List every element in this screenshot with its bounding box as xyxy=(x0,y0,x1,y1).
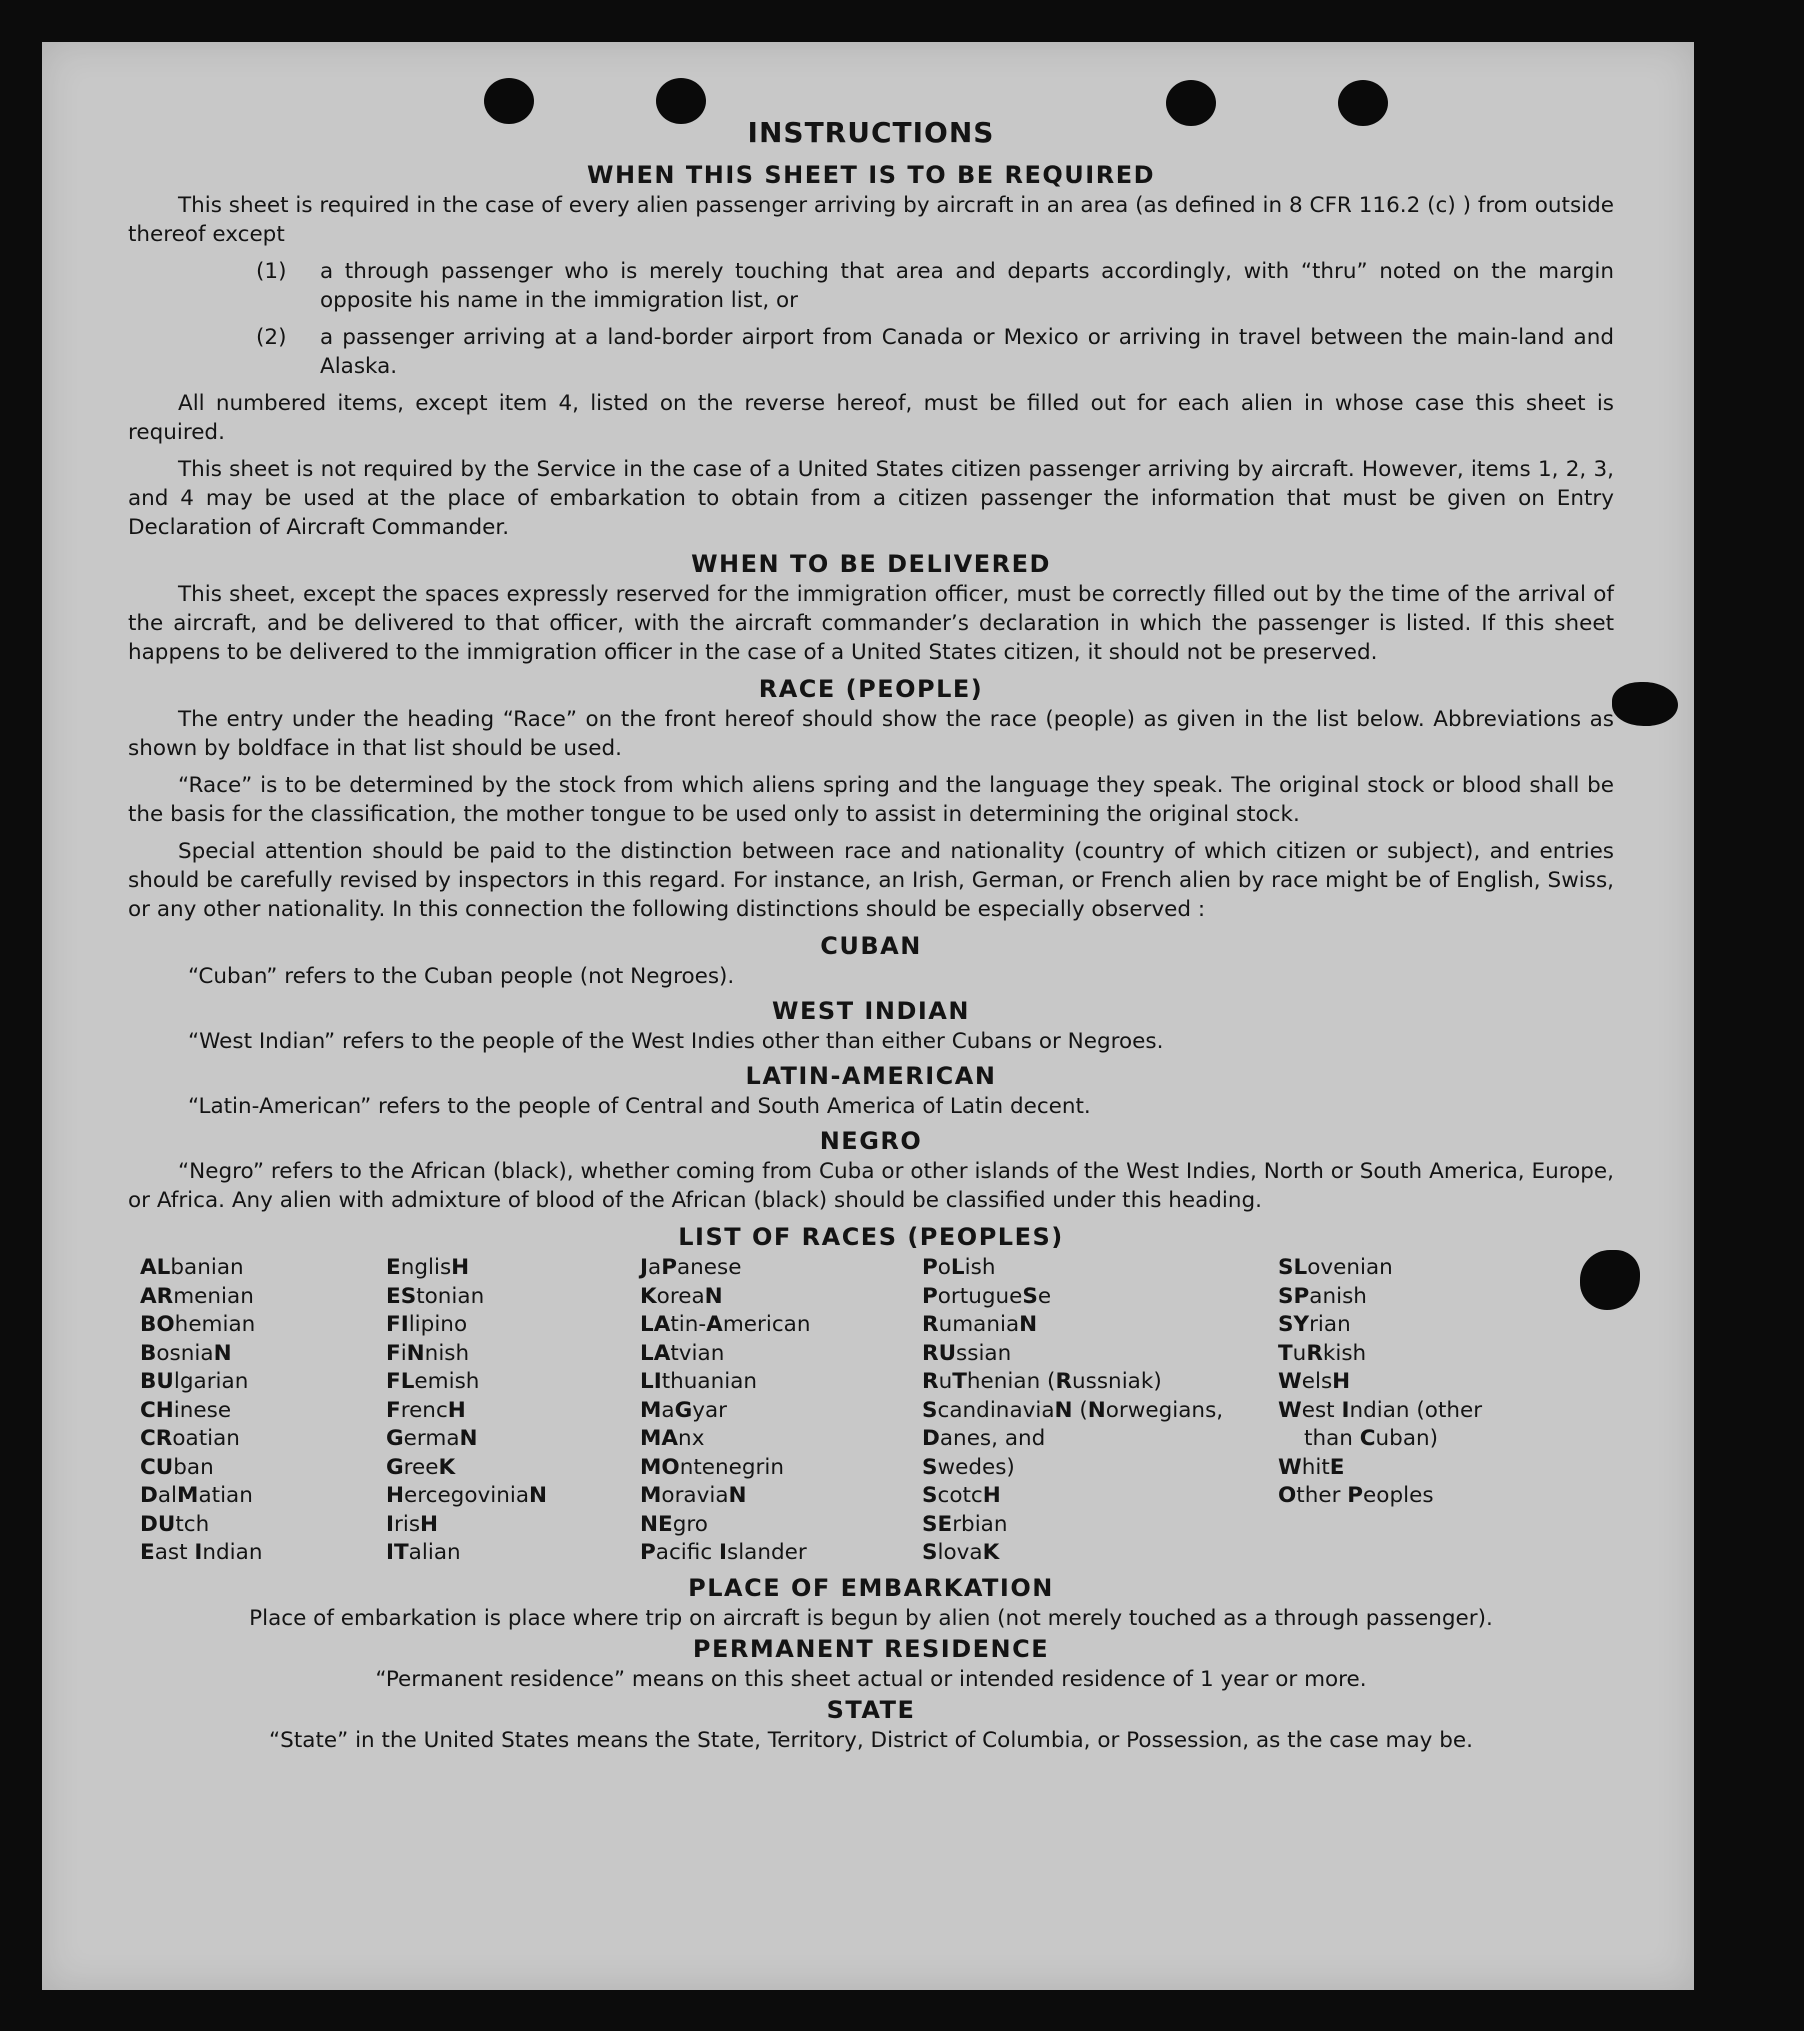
races-column xyxy=(1278,1254,1578,1568)
paragraph: The entry under the heading “Race” on the front hereof should show the race (people) as given in the list below. Abbreviations as shown by boldface in that list should be used. xyxy=(128,707,1614,761)
section-heading: RACE (PEOPLE) xyxy=(758,675,984,703)
race-entry: KoreaN xyxy=(640,1283,723,1309)
race-entry: Pacifc Islander xyxy=(640,1540,807,1565)
definition: “Latin-American” refers to the people of Central and South America of Latin decent. xyxy=(188,1094,1091,1119)
item-number: (2) xyxy=(256,325,287,350)
race-entry: than Cuban) xyxy=(1304,1426,1439,1451)
race-entry: CRoatian xyxy=(140,1426,240,1451)
race-entry: LAtin-American xyxy=(640,1312,811,1337)
race-entry: LIthuanian xyxy=(640,1369,758,1394)
race-entry: DUtch xyxy=(140,1511,210,1537)
paragraph: “Negro” refers to the African (black), whether coming from Cuba or other islands of the West Indies, North or South America, Europe, or Africa. Any alien with admixture of blood of the African (black) should be classified under this heading. xyxy=(128,1159,1614,1213)
exception-item xyxy=(256,257,1614,315)
races-column xyxy=(922,1254,1278,1568)
section-heading: WEST INDIAN xyxy=(772,997,970,1025)
race-entry: BUlgarian xyxy=(140,1369,249,1394)
section-heading: PLACE OF EMBARKATION xyxy=(688,1573,1054,1602)
paragraph: Special attention should be paid to the distinction between race and nationality (country of which citizen or subject), and entries should be carefully revised by inspectors in this regard. For instance, an Irish, German, or French alien by race might be of English, Swiss, or any other nationality. In this connection the following distinctions should be especially observed : xyxy=(128,839,1614,922)
section-heading: LIST OF RACES (PEOPLES) xyxy=(678,1223,1064,1251)
race-entry: RUssian xyxy=(922,1340,1012,1366)
race-entry: FLemish xyxy=(386,1369,480,1394)
section-heading: WHEN THIS SHEET IS TO BE REQUIRED xyxy=(586,161,1156,189)
race-entry: NEgro xyxy=(640,1511,708,1537)
paragraph: This sheet is required in the case of every alien passenger arriving by aircraft in an area (as defined in 8 CFR 116.2 (c) ) from outside thereof except xyxy=(128,193,1614,247)
race-entry: EnglisH xyxy=(386,1255,470,1280)
race-entry: TuRkish xyxy=(1278,1340,1367,1366)
section-heading: WHEN TO BE DELIVERED xyxy=(691,550,1051,578)
race-entry: FIlipino xyxy=(386,1312,468,1337)
race-entry: SlovaK xyxy=(922,1540,1000,1565)
race-entry: ARmenian xyxy=(140,1283,254,1309)
race-entry: East Indian xyxy=(140,1540,263,1565)
race-entry: IrisH xyxy=(386,1511,439,1537)
paragraph: “Race” is to be determined by the stock from which aliens spring and the language they speak. The original stock or blood shall be the basis for the classification, the mother tongue to be used only to assist in determining the original stock. xyxy=(128,773,1614,827)
race-entry: CHinese xyxy=(140,1397,232,1423)
ink-blot xyxy=(1612,682,1678,726)
race-entry: PoLish xyxy=(922,1255,996,1280)
race-entry: MAnx xyxy=(640,1426,705,1451)
race-entry: HercegoviniaN xyxy=(386,1483,548,1508)
item-text: a through passenger who is merely touching that area and departs accordingly, with “thru” noted on the margin opposite his name in the immigration list, or xyxy=(320,259,1614,313)
race-entry: BOhemian xyxy=(140,1312,256,1337)
instructions-content xyxy=(128,118,1614,1755)
race-entry: JaPanese xyxy=(640,1255,742,1280)
race-entry: SPanish xyxy=(1278,1283,1367,1309)
section-heading: LATIN-AMERICAN xyxy=(745,1062,997,1090)
races-column xyxy=(386,1254,640,1568)
definition: “Cuban” refers to the Cuban people (not Negroes). xyxy=(188,964,735,989)
item-text: a passenger arriving at a land-border airport from Canada or Mexico or arriving in travel between the main-land and Alaska. xyxy=(320,325,1614,379)
race-entry: FiNnish xyxy=(386,1340,470,1366)
races-column xyxy=(140,1254,386,1568)
paragraph: This sheet is not required by the Service in the case of a United States citizen passenger arriving by aircraft. However, items 1, 2, 3, and 4 may be used at the place of embarkation to obtain from a citizen passenger the information that must be given on Entry Declaration of Aircraft Commander. xyxy=(128,457,1614,540)
race-entry: ScandinaviaN (Norwegians, xyxy=(922,1397,1224,1423)
race-entry: SErbian xyxy=(922,1511,1008,1537)
race-entry: FrencH xyxy=(386,1397,466,1423)
document-title: INSTRUCTIONS xyxy=(747,116,995,149)
race-entry: WelsH xyxy=(1278,1369,1351,1394)
race-entry: MaGyar xyxy=(640,1397,728,1423)
race-entry: CUban xyxy=(140,1454,214,1480)
race-entry: RuThenian (Russniak) xyxy=(922,1369,1162,1394)
paragraph: This sheet, except the spaces expressly reserved for the immigration officer, must be correctly filled out by the time of the arrival of the aircraft, and be delivered to that officer, with the aircraft commander’s declaration in which the passenger is listed. If this sheet happens to be delivered to the immigration officer in the case of a United States citizen, it should not be preserved. xyxy=(128,582,1614,665)
race-entry: GermaN xyxy=(386,1426,478,1451)
race-entry: GreeK xyxy=(386,1454,456,1480)
race-entry: ITalian xyxy=(386,1540,461,1565)
race-entry: Swedes) xyxy=(922,1454,1015,1480)
race-entry: BosniaN xyxy=(140,1340,232,1366)
section-heading: CUBAN xyxy=(820,932,922,960)
race-entry: MoraviaN xyxy=(640,1483,747,1508)
definition: “State” in the United States means the State, Territory, District of Columbia, or Possession, as the case may be. xyxy=(269,1727,1473,1753)
races-column xyxy=(640,1254,922,1568)
race-entry: Danes, and xyxy=(922,1426,1046,1451)
race-entry: SYrian xyxy=(1278,1312,1351,1337)
race-entry: SLovenian xyxy=(1278,1255,1393,1280)
race-entry: PortugueSe xyxy=(922,1283,1052,1309)
definition: “Permanent residence” means on this sheet actual or intended residence of 1 year or more. xyxy=(375,1666,1367,1692)
race-entry: West Indian (other xyxy=(1278,1397,1483,1423)
section-heading: NEGRO xyxy=(819,1127,923,1155)
race-entry: MOntenegrin xyxy=(640,1454,784,1480)
race-entry: WhitE xyxy=(1278,1454,1345,1480)
section-heading: PERMANENT RESIDENCE xyxy=(692,1634,1050,1663)
race-entry: EStonian xyxy=(386,1283,485,1309)
races-list xyxy=(140,1254,1614,1568)
definition: “West Indian” refers to the people of the West Indies other than either Cubans or Negroes. xyxy=(188,1029,1164,1054)
race-entry: ALbanian xyxy=(140,1255,244,1280)
race-entry: DalMatian xyxy=(140,1483,253,1508)
section-heading: STATE xyxy=(826,1695,916,1724)
exception-item xyxy=(256,323,1614,381)
race-entry: Other Peoples xyxy=(1278,1483,1434,1508)
race-entry: LAtvian xyxy=(640,1340,725,1366)
race-entry: ScotcH xyxy=(922,1483,1001,1508)
item-number: (1) xyxy=(256,259,287,284)
race-entry: RumaniaN xyxy=(922,1312,1038,1337)
paragraph: All numbered items, except item 4, listed on the reverse hereof, must be filled out for each alien in whose case this sheet is required. xyxy=(128,391,1614,445)
definition: Place of embarkation is place where trip on aircraft is begun by alien (not merely touched as a through passenger). xyxy=(249,1605,1493,1631)
